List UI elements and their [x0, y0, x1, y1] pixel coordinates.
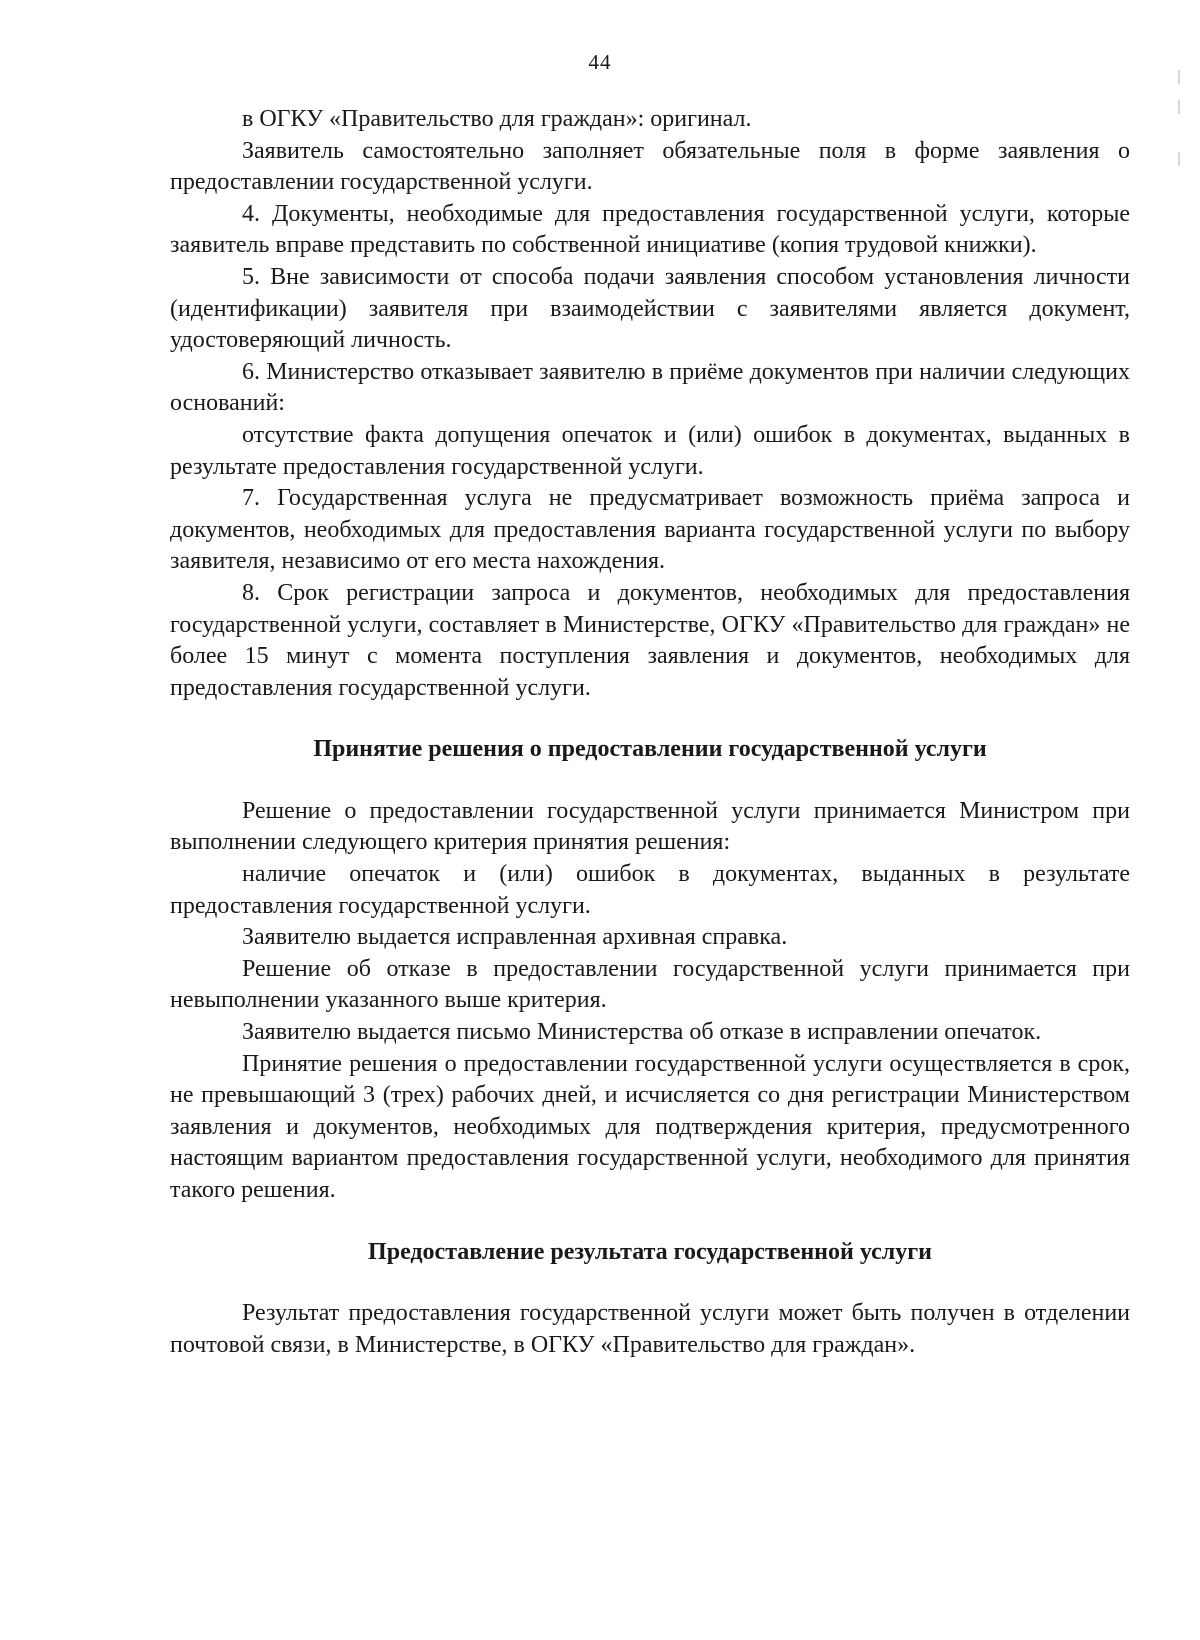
paragraph: наличие опечаток и (или) ошибок в документах, выданных в результате предоставления государственной услуги.	[170, 861, 1130, 919]
paragraph: 5. Вне зависимости от способа подачи заявления способом установления личности (идентификации) заявителя при взаимодействии с заявителями является документ, удостоверяющий личность.	[170, 263, 1130, 354]
paragraph: Решение об отказе в предоставлении государственной услуги принимается при невыполнении указанного выше критерия.	[170, 955, 1130, 1014]
document-body	[170, 104, 1130, 1361]
paragraph: Результат предоставления государственной услуги может быть получен в отделении почтовой связи, в Министерстве, в ОГКУ «Правительство для граждан».	[170, 1300, 1130, 1358]
paragraph: 8. Срок регистрации запроса и документов, необходимых для предоставления государственной услуги, составляет в Министерстве, ОГКУ «Правительство для граждан» не более 15 минут с момента поступления заявления и документов, необходимых для предоставления государственной услуги.	[170, 579, 1130, 701]
section-heading: Предоставление результата государственной услуги	[368, 1238, 932, 1265]
paragraph: 4. Документы, необходимые для предоставления государственной услуги, которые заявитель вправе представить по собственной инициативе (копия трудовой книжки).	[170, 200, 1130, 259]
scan-margin-mark	[1178, 152, 1180, 166]
paragraph: Принятие решения о предоставлении государственной услуги осуществляется в срок, не превышающий 3 (трех) рабочих дней, и исчисляется со дня регистрации Министерством заявления и документов, необходимых для подтверждения критерия, предусмотренного настоящим вариантом предоставления государственной услуги, необходимого для принятия такого решения.	[170, 1050, 1130, 1203]
paragraph: Заявителю выдается письмо Министерства об отказе в исправлении опечаток.	[242, 1019, 1042, 1046]
paragraph: в ОГКУ «Правительство для граждан»: оригинал.	[242, 106, 752, 132]
paragraph: 7. Государственная услуга не предусматривает возможность приёма запроса и документов, необходимых для предоставления варианта государственной услуги по выбору заявителя, независимо от его места нахождения.	[170, 485, 1130, 575]
paragraph: Заявителю выдается исправленная архивная справка.	[242, 924, 788, 951]
scan-margin-mark	[1178, 100, 1180, 114]
page-number: 44	[588, 50, 612, 74]
paragraph: 6. Министерство отказывает заявителю в приёме документов при наличии следующих оснований:	[170, 358, 1130, 417]
paragraph: Решение о предоставлении государственной услуги принимается Министром при выполнении следующего критерия принятия решения:	[170, 797, 1130, 856]
scan-margin-mark	[1178, 70, 1180, 84]
section-heading: Принятие решения о предоставлении государственной услуги	[313, 736, 987, 763]
paragraph: отсутствие факта допущения опечаток и (или) ошибок в документах, выданных в результате предоставления государственной услуги.	[170, 421, 1130, 480]
paragraph: Заявитель самостоятельно заполняет обязательные поля в форме заявления о предоставлении государственной услуги.	[170, 137, 1130, 196]
